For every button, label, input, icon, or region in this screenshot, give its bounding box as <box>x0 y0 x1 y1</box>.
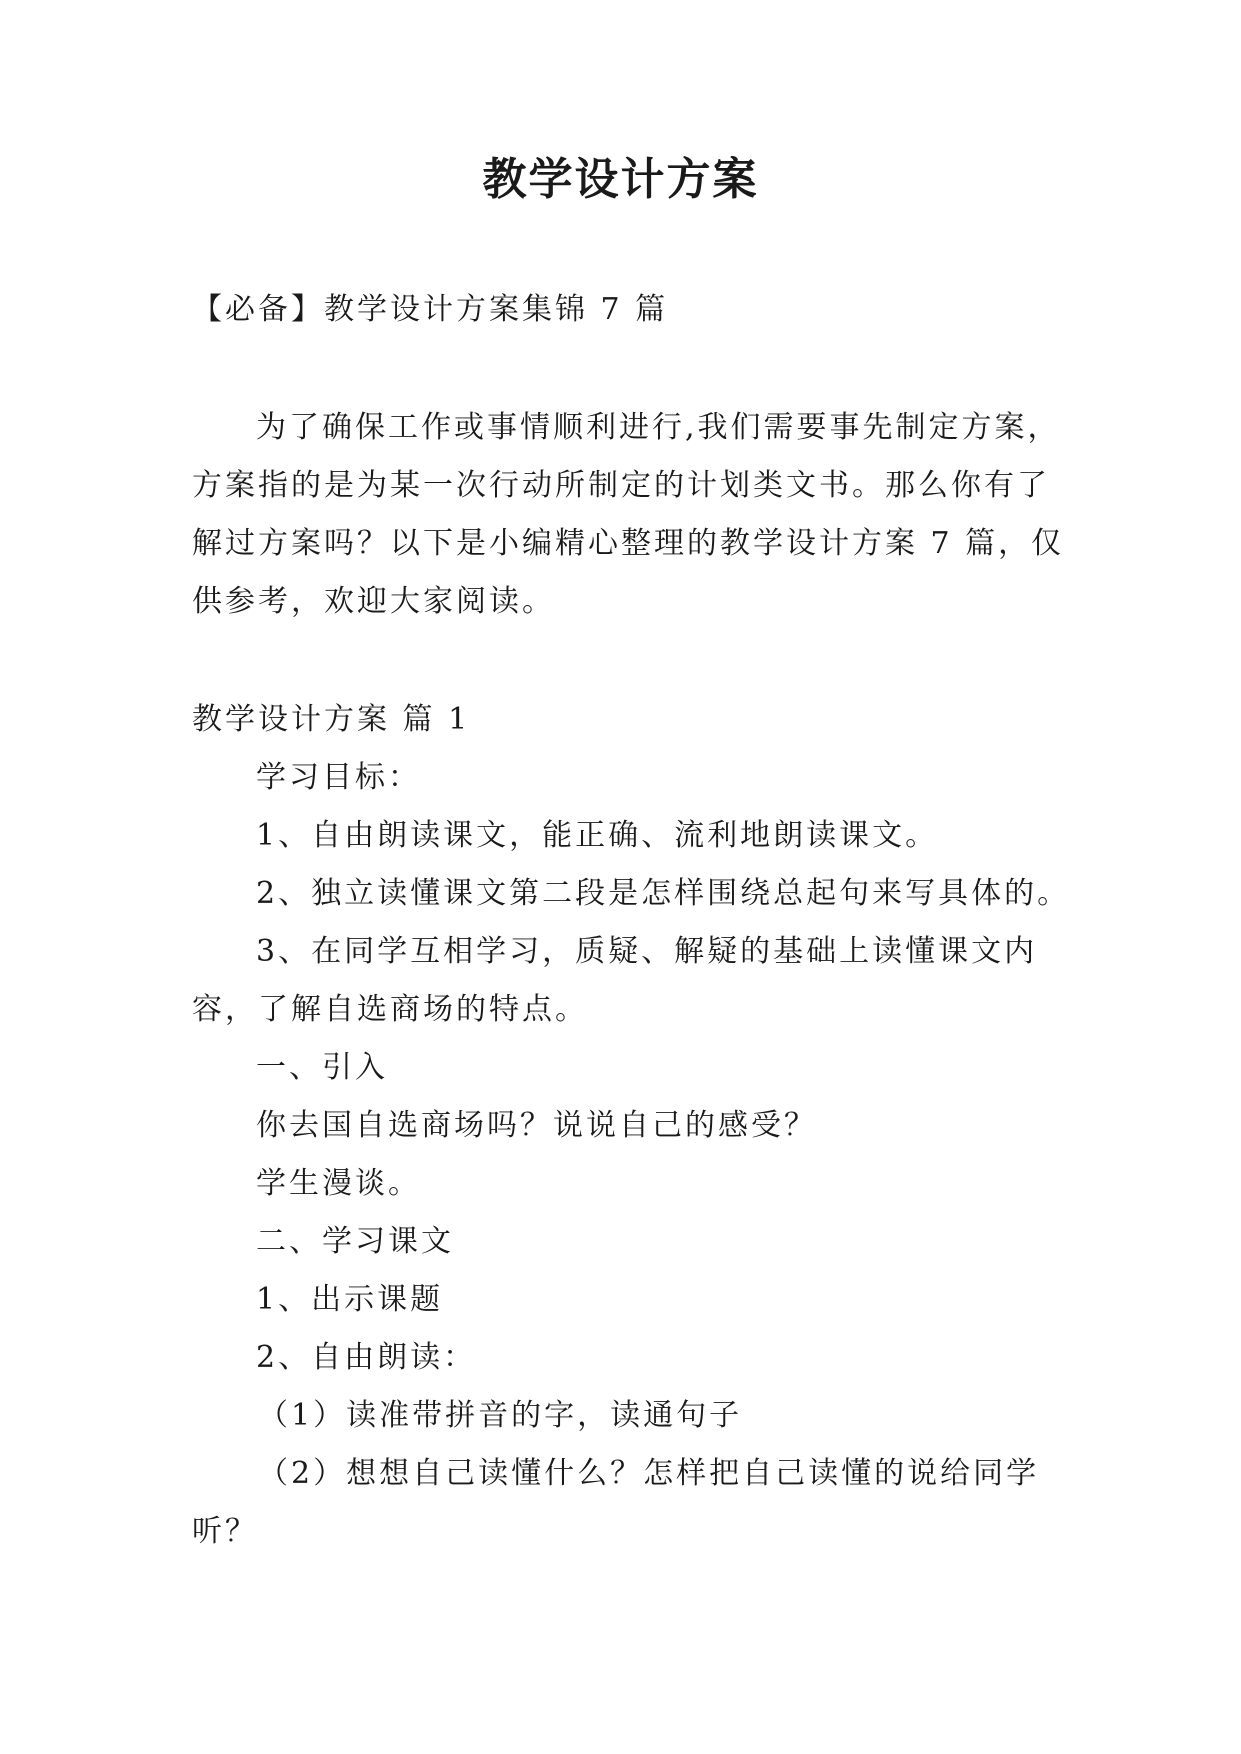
body-line: 1、自由朗读课文，能正确、流利地朗读课文。 <box>256 818 939 853</box>
body-line: 你去国自选商场吗？说说自己的感受？ <box>256 1108 817 1143</box>
body-line: （1）读准带拼音的字，读通句子 <box>258 1398 743 1433</box>
document-subtitle: 【必备】教学设计方案集锦 7 篇 <box>192 292 669 327</box>
intro-line: 供参考，欢迎大家阅读。 <box>192 584 555 619</box>
intro-line: 解过方案吗？以下是小编精心整理的教学设计方案 7 篇，仅 <box>192 526 1065 561</box>
body-line: 2、自由朗读： <box>256 1340 477 1375</box>
body-line: 学习目标： <box>256 760 421 795</box>
intro-line: 方案指的是为某一次行动所制定的计划类文书。那么你有了 <box>192 468 1050 503</box>
document-title: 教学设计方案 <box>482 154 759 205</box>
body-line: 容，了解自选商场的特点。 <box>192 992 588 1027</box>
body-line: 学生漫谈。 <box>256 1166 421 1201</box>
body-line: 1、出示课题 <box>256 1282 444 1317</box>
body-line: （2）想想自己读懂什么？怎样把自己读懂的说给同学 <box>258 1456 1040 1491</box>
intro-line: 为了确保工作或事情顺利进行,我们需要事先制定方案， <box>256 410 1061 445</box>
body-line: 二、学习课文 <box>256 1224 454 1259</box>
body-line: 2、独立读懂课文第二段是怎样围绕总起句来写具体的。 <box>256 876 1071 911</box>
body-line: 3、在同学互相学习，质疑、解疑的基础上读懂课文内 <box>256 934 1038 969</box>
body-line: 一、引入 <box>256 1050 388 1085</box>
section-heading: 教学设计方案 篇 1 <box>192 702 471 737</box>
body-line: 听？ <box>192 1514 258 1549</box>
